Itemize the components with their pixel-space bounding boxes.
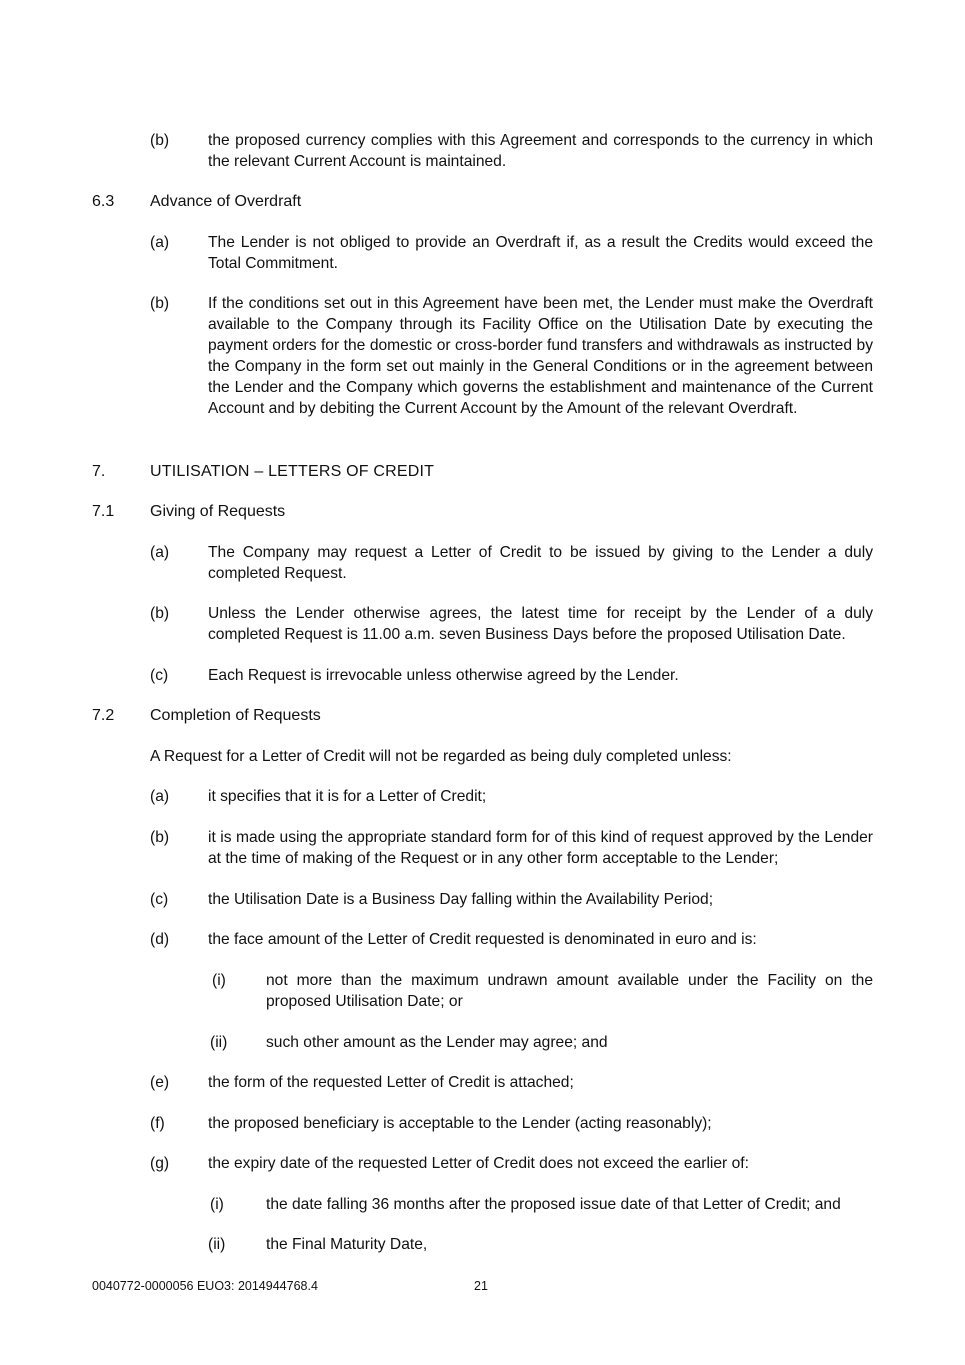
section-intro: A Request for a Letter of Credit will not be regarded as being duly completed unless: bbox=[150, 748, 732, 765]
clause-label: (g) bbox=[150, 1155, 170, 1172]
subclause-label: (i) bbox=[212, 972, 226, 989]
clause-label: (d) bbox=[150, 931, 170, 948]
section-number: 7.1 bbox=[92, 503, 115, 520]
clause-label: (a) bbox=[150, 544, 170, 561]
clause-text: the form of the requested Letter of Credit is attached; bbox=[208, 1074, 574, 1091]
clause-label: (b) bbox=[150, 132, 170, 149]
clause-label: (b) bbox=[150, 295, 170, 312]
document-reference: 0040772-0000056 EUO3: 2014944768.4 bbox=[92, 1279, 318, 1293]
clause-text: the face amount of the Letter of Credit requested is denominated in euro and is: bbox=[208, 931, 757, 948]
clause-text: Each Request is irrevocable unless otherwise agreed by the Lender. bbox=[208, 667, 679, 684]
section-title: Advance of Overdraft bbox=[150, 193, 302, 210]
clause-text: Unless the Lender otherwise agrees, the latest time for receipt by the Lender of a duly completed Request is 11.00 a.m. seven Business Days before the proposed Utilisation Date. bbox=[208, 605, 873, 643]
subclause-text: not more than the maximum undrawn amount available under the Facility on the proposed Utilisation Date; or bbox=[266, 972, 873, 1010]
section-title: UTILISATION – LETTERS OF CREDIT bbox=[150, 463, 435, 480]
section-title: Completion of Requests bbox=[150, 707, 321, 724]
clause-label: (b) bbox=[150, 605, 170, 622]
section-number: 7. bbox=[92, 463, 106, 480]
clause-label: (c) bbox=[150, 891, 169, 908]
clause-text: the proposed beneficiary is acceptable to the Lender (acting reasonably); bbox=[208, 1115, 712, 1132]
clause-label: (c) bbox=[150, 667, 169, 684]
subclause-label: (ii) bbox=[210, 1034, 228, 1051]
clause-label: (a) bbox=[150, 234, 170, 251]
subclause-label: (ii) bbox=[208, 1236, 226, 1253]
page-number: 21 bbox=[474, 1279, 488, 1293]
clause-label: (a) bbox=[150, 788, 170, 805]
clause-text: If the conditions set out in this Agreement have been met, the Lender must make the Overdraft available to the Company through its Facility Office on the Utilisation Date by executing the payment orders for the domestic or cross-border fund transfers and withdrawals as instructed by the Company in the form set out mainly in the General Conditions or in the agreement between the Lender and the Company which governs the establishment and maintenance of the Current Account and by debiting the Current Account by the Amount of the relevant Overdraft. bbox=[208, 295, 873, 417]
subclause-label: (i) bbox=[210, 1196, 224, 1213]
section-number: 7.2 bbox=[92, 707, 115, 724]
subclause-text: such other amount as the Lender may agree; and bbox=[266, 1034, 608, 1051]
subclause-text: the date falling 36 months after the proposed issue date of that Letter of Credit; and bbox=[266, 1196, 841, 1213]
section-number: 6.3 bbox=[92, 193, 115, 210]
clause-text: the proposed currency complies with this Agreement and corresponds to the currency in which the relevant Current Account is maintained. bbox=[208, 132, 873, 170]
clause-text: The Lender is not obliged to provide an Overdraft if, as a result the Credits would exceed the Total Commitment. bbox=[208, 234, 873, 272]
clause-text: the Utilisation Date is a Business Day falling within the Availability Period; bbox=[208, 891, 714, 908]
clause-label: (b) bbox=[150, 829, 170, 846]
clause-text: it is made using the appropriate standard form for of this kind of request approved by the Lender at the time of making of the Request or in any other form acceptable to the Lender; bbox=[208, 829, 873, 867]
clause-text: the expiry date of the requested Letter of Credit does not exceed the earlier of: bbox=[208, 1155, 749, 1172]
clause-label: (e) bbox=[150, 1074, 170, 1091]
clause-text: The Company may request a Letter of Credit to be issued by giving to the Lender a duly completed Request. bbox=[208, 544, 873, 582]
subclause-text: the Final Maturity Date, bbox=[266, 1236, 428, 1253]
clause-text: it specifies that it is for a Letter of Credit; bbox=[208, 788, 487, 805]
section-title: Giving of Requests bbox=[150, 503, 286, 520]
clause-label: (f) bbox=[150, 1115, 165, 1132]
